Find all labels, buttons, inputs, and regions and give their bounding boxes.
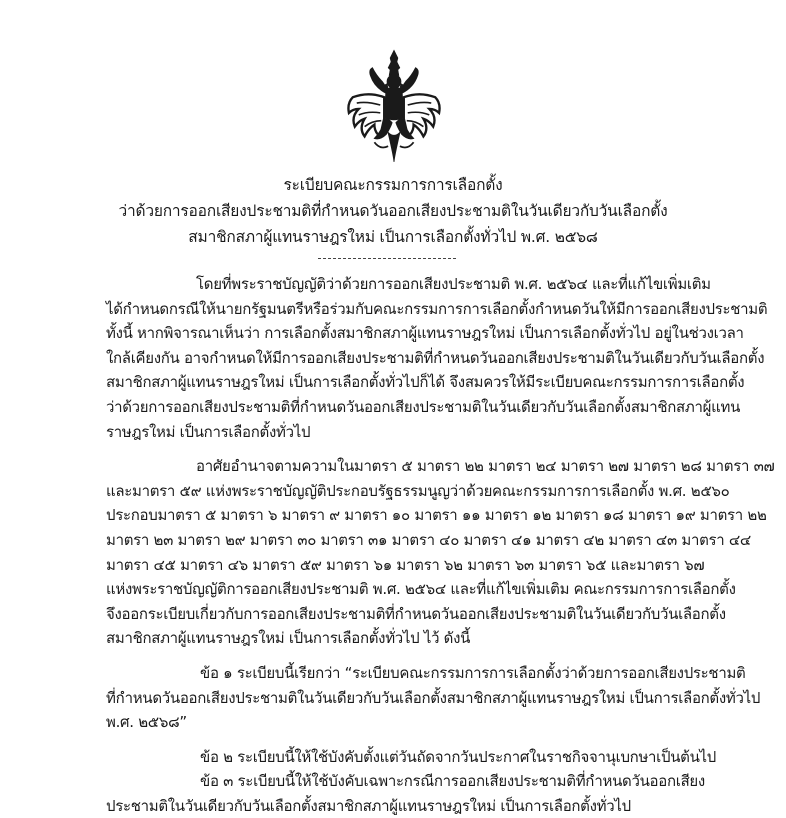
authority-paragraph [106,454,775,651]
garuda-emblem-icon [345,48,443,166]
text-line: ข้อ ๓ ระเบียบนี้ให้ใช้บังคับเฉพาะกรณีการออกเสียงประชามติที่กำหนดวันออกเสียง [200,772,705,791]
clause-1 [106,661,761,735]
preamble-paragraph [106,272,768,444]
text-line: มาตรา ๔๕ มาตรา ๔๖ มาตรา ๕๙ มาตรา ๖๑ มาตรา ๖๒ มาตรา ๖๓ มาตรา ๖๕ และมาตรา ๖๗ [106,555,705,574]
title-line-1: ระเบียบคณะกรรมการการเลือกตั้ง [283,176,503,194]
clause-2 [106,745,717,770]
text-line: พ.ศ. ๒๕๖๘” [106,713,187,732]
text-line: ข้อ ๑ ระเบียบนี้เรียกว่า “ระเบียบคณะกรรมการการเลือกตั้งว่าด้วยการออกเสียงประชามติ [200,663,746,682]
text-line: ว่าด้วยการออกเสียงประชามติที่กำหนดวันออกเสียงประชามติในวันเดียวกับวันเลือกตั้งสมาชิกสภาผู้แทน [106,397,741,416]
title-line-2: ว่าด้วยการออกเสียงประชามติที่กำหนดวันออกเสียงประชามติในวันเดียวกับวันเลือกตั้ง [118,202,668,220]
text-line: ใกล้เคียงกัน อาจกำหนดให้มีการออกเสียงประชามติที่กำหนดวันออกเสียงประชามติในวันเดียวกับวันเลือกตั้ง [106,348,765,367]
text-line: ข้อ ๒ ระเบียบนี้ให้ใช้บังคับตั้งแต่วันถัดจากวันประกาศในราชกิจจานุเบกษาเป็นต้นไป [200,747,717,766]
text-line: ประชามติในวันเดียวกับวันเลือกตั้งสมาชิกสภาผู้แทนราษฎรใหม่ เป็นการเลือกตั้งทั่วไป [106,796,631,815]
document-body [106,272,775,818]
text-line: ที่กำหนดวันออกเสียงประชามติในวันเดียวกับวันเลือกตั้งสมาชิกสภาผู้แทนราษฎรใหม่ เป็นการเลือกตั้งทั่วไป [106,688,761,707]
title-line-3: สมาชิกสภาผู้แทนราษฎรใหม่ เป็นการเลือกตั้งทั่วไป พ.ศ. ๒๕๖๘ [188,228,598,246]
text-line: ได้กำหนดกรณีให้นายกรัฐมนตรีหรือร่วมกับคณะกรรมการการเลือกตั้งกำหนดวันให้มีการออกเสียงประชามติ [106,299,768,318]
document-title [0,172,786,250]
text-line: อาศัยอำนาจตามความในมาตรา ๕ มาตรา ๒๒ มาตรา ๒๔ มาตรา ๒๗ มาตรา ๒๘ มาตรา ๓๗ [196,457,775,476]
text-line: ราษฎรใหม่ เป็นการเลือกตั้งทั่วไป [106,422,311,441]
text-line: สมาชิกสภาผู้แทนราษฎรใหม่ เป็นการเลือกตั้งทั่วไปก็ได้ จึงสมควรให้มีระเบียบคณะกรรมการการเลือกตั้ง [106,373,745,392]
text-line: มาตรา ๒๓ มาตรา ๒๙ มาตรา ๓๐ มาตรา ๓๑ มาตรา ๔๐ มาตรา ๔๑ มาตรา ๔๒ มาตรา ๔๓ มาตรา ๔๔ [106,530,751,549]
clause-3 [106,769,705,818]
text-line: สมาชิกสภาผู้แทนราษฎรใหม่ เป็นการเลือกตั้งทั่วไป ไว้ ดังนี้ [106,629,471,648]
text-line: แห่งพระราชบัญญัติการออกเสียงประชามติ พ.ศ. ๒๕๖๔ และที่แก้ไขเพิ่มเติม คณะกรรมการการเลือกตั้ง [106,580,736,599]
title-divider [318,258,456,259]
text-line: โดยที่พระราชบัญญัติว่าด้วยการออกเสียงประชามติ พ.ศ. ๒๕๖๔ และที่แก้ไขเพิ่มเติม [196,275,711,293]
text-line: จึงออกระเบียบเกี่ยวกับการออกเสียงประชามติที่กำหนดวันออกเสียงประชามติในวันเดียวกับวันเลือกตั้ง [106,604,726,623]
text-line: และมาตรา ๕๙ แห่งพระราชบัญญัติประกอบรัฐธรรมนูญว่าด้วยคณะกรรมการการเลือกตั้ง พ.ศ. ๒๕๖๐ [106,481,730,500]
text-line: ประกอบมาตรา ๕ มาตรา ๖ มาตรา ๙ มาตรา ๑๐ มาตรา ๑๑ มาตรา ๑๒ มาตรา ๑๘ มาตรา ๑๙ มาตรา ๒๒ [106,506,767,525]
text-line: ทั้งนี้ หากพิจารณาเห็นว่า การเลือกตั้งสมาชิกสภาผู้แทนราษฎรใหม่ เป็นการเลือกตั้งทั่วไป อยู่ในช่วงเวลา [106,324,744,343]
